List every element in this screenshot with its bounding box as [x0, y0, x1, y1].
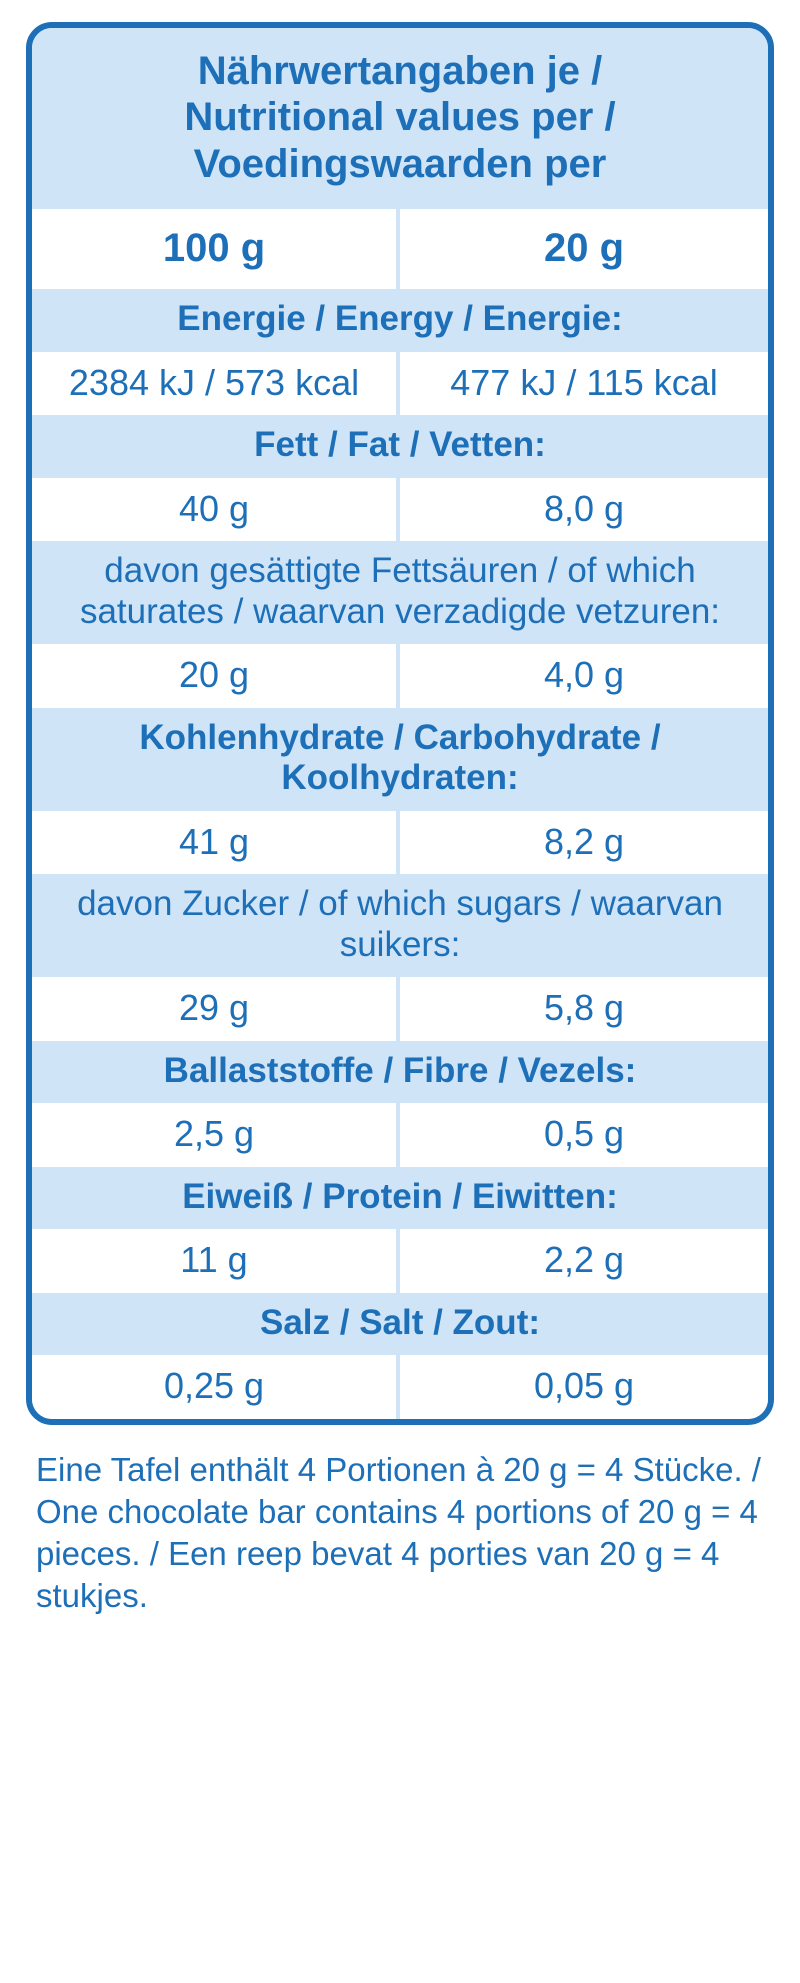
- nutrient-value-salt-row: [32, 1355, 768, 1418]
- saturates-value-20g: 4,0 g: [543, 654, 625, 696]
- nutrient-value-carbohydrate-row: [32, 811, 768, 874]
- nutrient-value-fat-row: [32, 478, 768, 541]
- column-header-row: [32, 209, 768, 289]
- nutrient-label-saturates: davon gesättigte Fettsäuren / of which saturates / waarvan verzadigde vetzuren:: [79, 551, 721, 631]
- protein-value-20g: 2,2 g: [543, 1239, 625, 1281]
- energy-value-20g: 477 kJ / 115 kcal: [450, 361, 718, 403]
- nutrition-table: [26, 22, 774, 1425]
- sugars-value-100g: 29 g: [32, 977, 400, 1040]
- portion-footnote: Eine Tafel enthält 4 Portionen à 20 g = 4 Stücke. / One chocolate bar contains 4 portions of 20 g = 4 pieces. / Een reep bevat 4 porties van 20 g = 4 stukjes.: [36, 1450, 761, 1614]
- title-line-2: Nutritional values per /: [184, 95, 616, 140]
- nutrient-label-carbohydrate-row: [32, 708, 768, 811]
- protein-value-100g: 11 g: [32, 1229, 400, 1292]
- title-line-1: Nährwertangaben je /: [197, 49, 603, 93]
- nutrient-label-sugars: davon Zucker / of which sugars / waarvan suikers:: [77, 884, 723, 964]
- nutrient-value-fibre-row: [32, 1103, 768, 1166]
- nutrient-label-fat-row: [32, 415, 768, 478]
- salt-value-100g: 0,25 g: [32, 1355, 400, 1418]
- nutrient-value-sugars-row: [32, 977, 768, 1040]
- carbohydrate-value-100g: 41 g: [32, 811, 400, 874]
- nutrient-value-energy-row: [32, 352, 768, 415]
- column-header-20g: 20 g: [543, 226, 625, 271]
- sugars-value-20g: 5,8 g: [543, 987, 625, 1029]
- nutrient-label-salt-row: [32, 1293, 768, 1356]
- nutrient-label-salt: Salz / Salt / Zout:: [259, 1302, 541, 1342]
- salt-value-20g: 0,05 g: [533, 1365, 635, 1407]
- nutrient-label-protein: Eiweiß / Protein / Eiwitten:: [182, 1176, 618, 1216]
- nutrient-label-saturates-row: [32, 541, 768, 644]
- fat-value-20g: 8,0 g: [543, 487, 625, 529]
- nutrient-label-carbohydrate: Kohlenhydrate / Carbohydrate / Koolhydraten:: [139, 717, 661, 798]
- fat-value-100g: 40 g: [32, 478, 400, 541]
- column-header-100g: 100 g: [32, 209, 400, 289]
- title-line-3: Voedingswaarden per: [193, 141, 607, 186]
- fibre-value-20g: 0,5 g: [543, 1113, 625, 1155]
- table-title-row: [32, 28, 768, 209]
- nutrient-label-sugars-row: [32, 874, 768, 977]
- nutrient-label-energy-row: [32, 289, 768, 352]
- saturates-value-100g: 20 g: [32, 644, 400, 707]
- carbohydrate-value-20g: 8,2 g: [543, 820, 625, 862]
- nutrient-value-protein-row: [32, 1229, 768, 1292]
- nutrient-label-fat: Fett / Fat / Vetten:: [254, 425, 546, 465]
- energy-value-100g: 2384 kJ / 573 kcal: [32, 352, 400, 415]
- nutrient-label-fibre-row: [32, 1041, 768, 1104]
- fibre-value-100g: 2,5 g: [32, 1103, 400, 1166]
- page-title: [32, 28, 768, 209]
- nutrient-label-energy: Energie / Energy / Energie:: [177, 299, 623, 339]
- nutrient-value-saturates-row: [32, 644, 768, 707]
- nutrient-label-fibre: Ballaststoffe / Fibre / Vezels:: [163, 1050, 637, 1090]
- nutrient-label-protein-row: [32, 1167, 768, 1230]
